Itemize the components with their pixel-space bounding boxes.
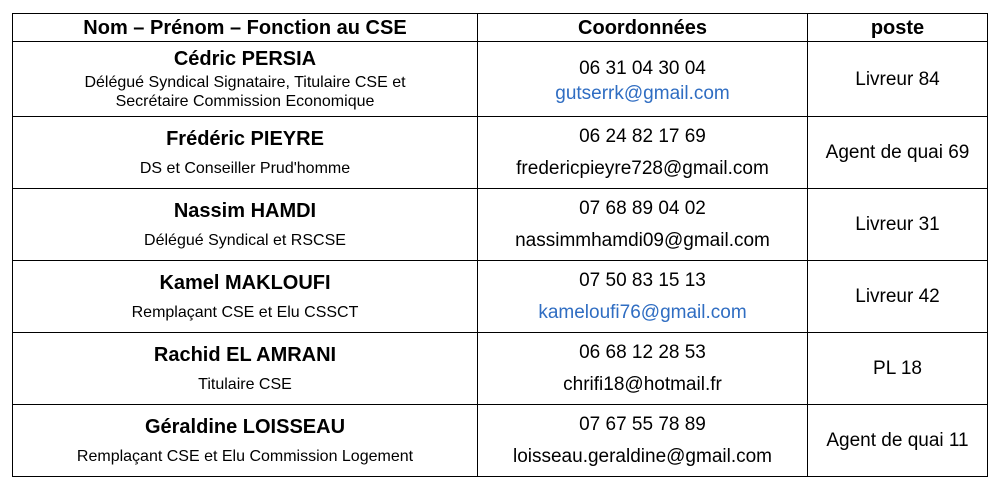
contact-cell xyxy=(478,189,808,261)
post-cell xyxy=(808,189,988,261)
post-label: Livreur 31 xyxy=(855,214,940,235)
table-row xyxy=(13,189,988,261)
person-function: Délégué Syndical et RSCSE xyxy=(144,232,346,249)
post-label: PL 18 xyxy=(873,358,922,379)
person-function: Titulaire CSE xyxy=(198,376,292,393)
person-cell xyxy=(13,405,478,477)
email-address: chrifi18@hotmail.fr xyxy=(563,374,722,395)
contact-cell xyxy=(478,42,808,117)
phone-number: 07 68 89 04 02 xyxy=(579,198,706,219)
contact-cell xyxy=(478,333,808,405)
table-body xyxy=(13,42,988,477)
header-contact-details: Coordonnées xyxy=(478,14,808,42)
post-label: Livreur 42 xyxy=(855,286,940,307)
header-name-function: Nom – Prénom – Fonction au CSE xyxy=(13,14,478,42)
person-function: Remplaçant CSE et Elu Commission Logement xyxy=(76,448,414,465)
post-label: Agent de quai 11 xyxy=(826,430,969,451)
email-link[interactable]: kameloufi76@gmail.com xyxy=(538,302,747,323)
email-address: fredericpieyre728@gmail.com xyxy=(516,158,769,179)
person-name: Kamel MAKLOUFI xyxy=(159,272,331,294)
person-cell xyxy=(13,117,478,189)
phone-number: 07 50 83 15 13 xyxy=(579,270,706,291)
post-cell xyxy=(808,117,988,189)
phone-number: 06 24 82 17 69 xyxy=(579,126,706,147)
person-function: Remplaçant CSE et Elu CSSCT xyxy=(131,304,359,321)
email-link[interactable]: gutserrk@gmail.com xyxy=(555,83,730,104)
person-function: DS et Conseiller Prud'homme xyxy=(139,160,351,177)
email-address: loisseau.geraldine@gmail.com xyxy=(512,446,773,467)
phone-number: 06 31 04 30 04 xyxy=(579,58,706,79)
table-row xyxy=(13,333,988,405)
table-row xyxy=(13,261,988,333)
person-cell xyxy=(13,189,478,261)
person-function xyxy=(13,73,477,111)
post-cell xyxy=(808,42,988,117)
post-label: Agent de quai 69 xyxy=(825,142,970,163)
person-cell xyxy=(13,261,478,333)
person-name: Rachid EL AMRANI xyxy=(153,344,337,366)
table-row xyxy=(13,42,988,117)
post-cell xyxy=(808,333,988,405)
person-name: Géraldine LOISSEAU xyxy=(144,416,346,438)
email-address: nassimmhamdi09@gmail.com xyxy=(515,230,770,251)
person-cell xyxy=(13,42,478,117)
phone-number: 06 68 12 28 53 xyxy=(579,342,706,363)
person-function-line: Secrétaire Commission Economique xyxy=(115,93,375,110)
person-function-line: Délégué Syndical Signataire, Titulaire CSE et xyxy=(84,74,406,91)
header-post: poste xyxy=(808,14,988,42)
person-name: Cédric PERSIA xyxy=(173,48,317,70)
post-label: Livreur 84 xyxy=(855,68,940,90)
table-row xyxy=(13,117,988,189)
person-name: Nassim HAMDI xyxy=(173,200,317,222)
contacts-table xyxy=(12,13,988,477)
person-name: Frédéric PIEYRE xyxy=(166,128,324,150)
phone-number: 07 67 55 78 89 xyxy=(579,414,706,435)
header-row xyxy=(13,14,988,42)
contact-cell xyxy=(478,405,808,477)
table-header xyxy=(13,14,988,42)
person-cell xyxy=(13,333,478,405)
table-row xyxy=(13,405,988,477)
contact-cell xyxy=(478,117,808,189)
post-cell xyxy=(808,405,988,477)
post-cell xyxy=(808,261,988,333)
contact-cell xyxy=(478,261,808,333)
